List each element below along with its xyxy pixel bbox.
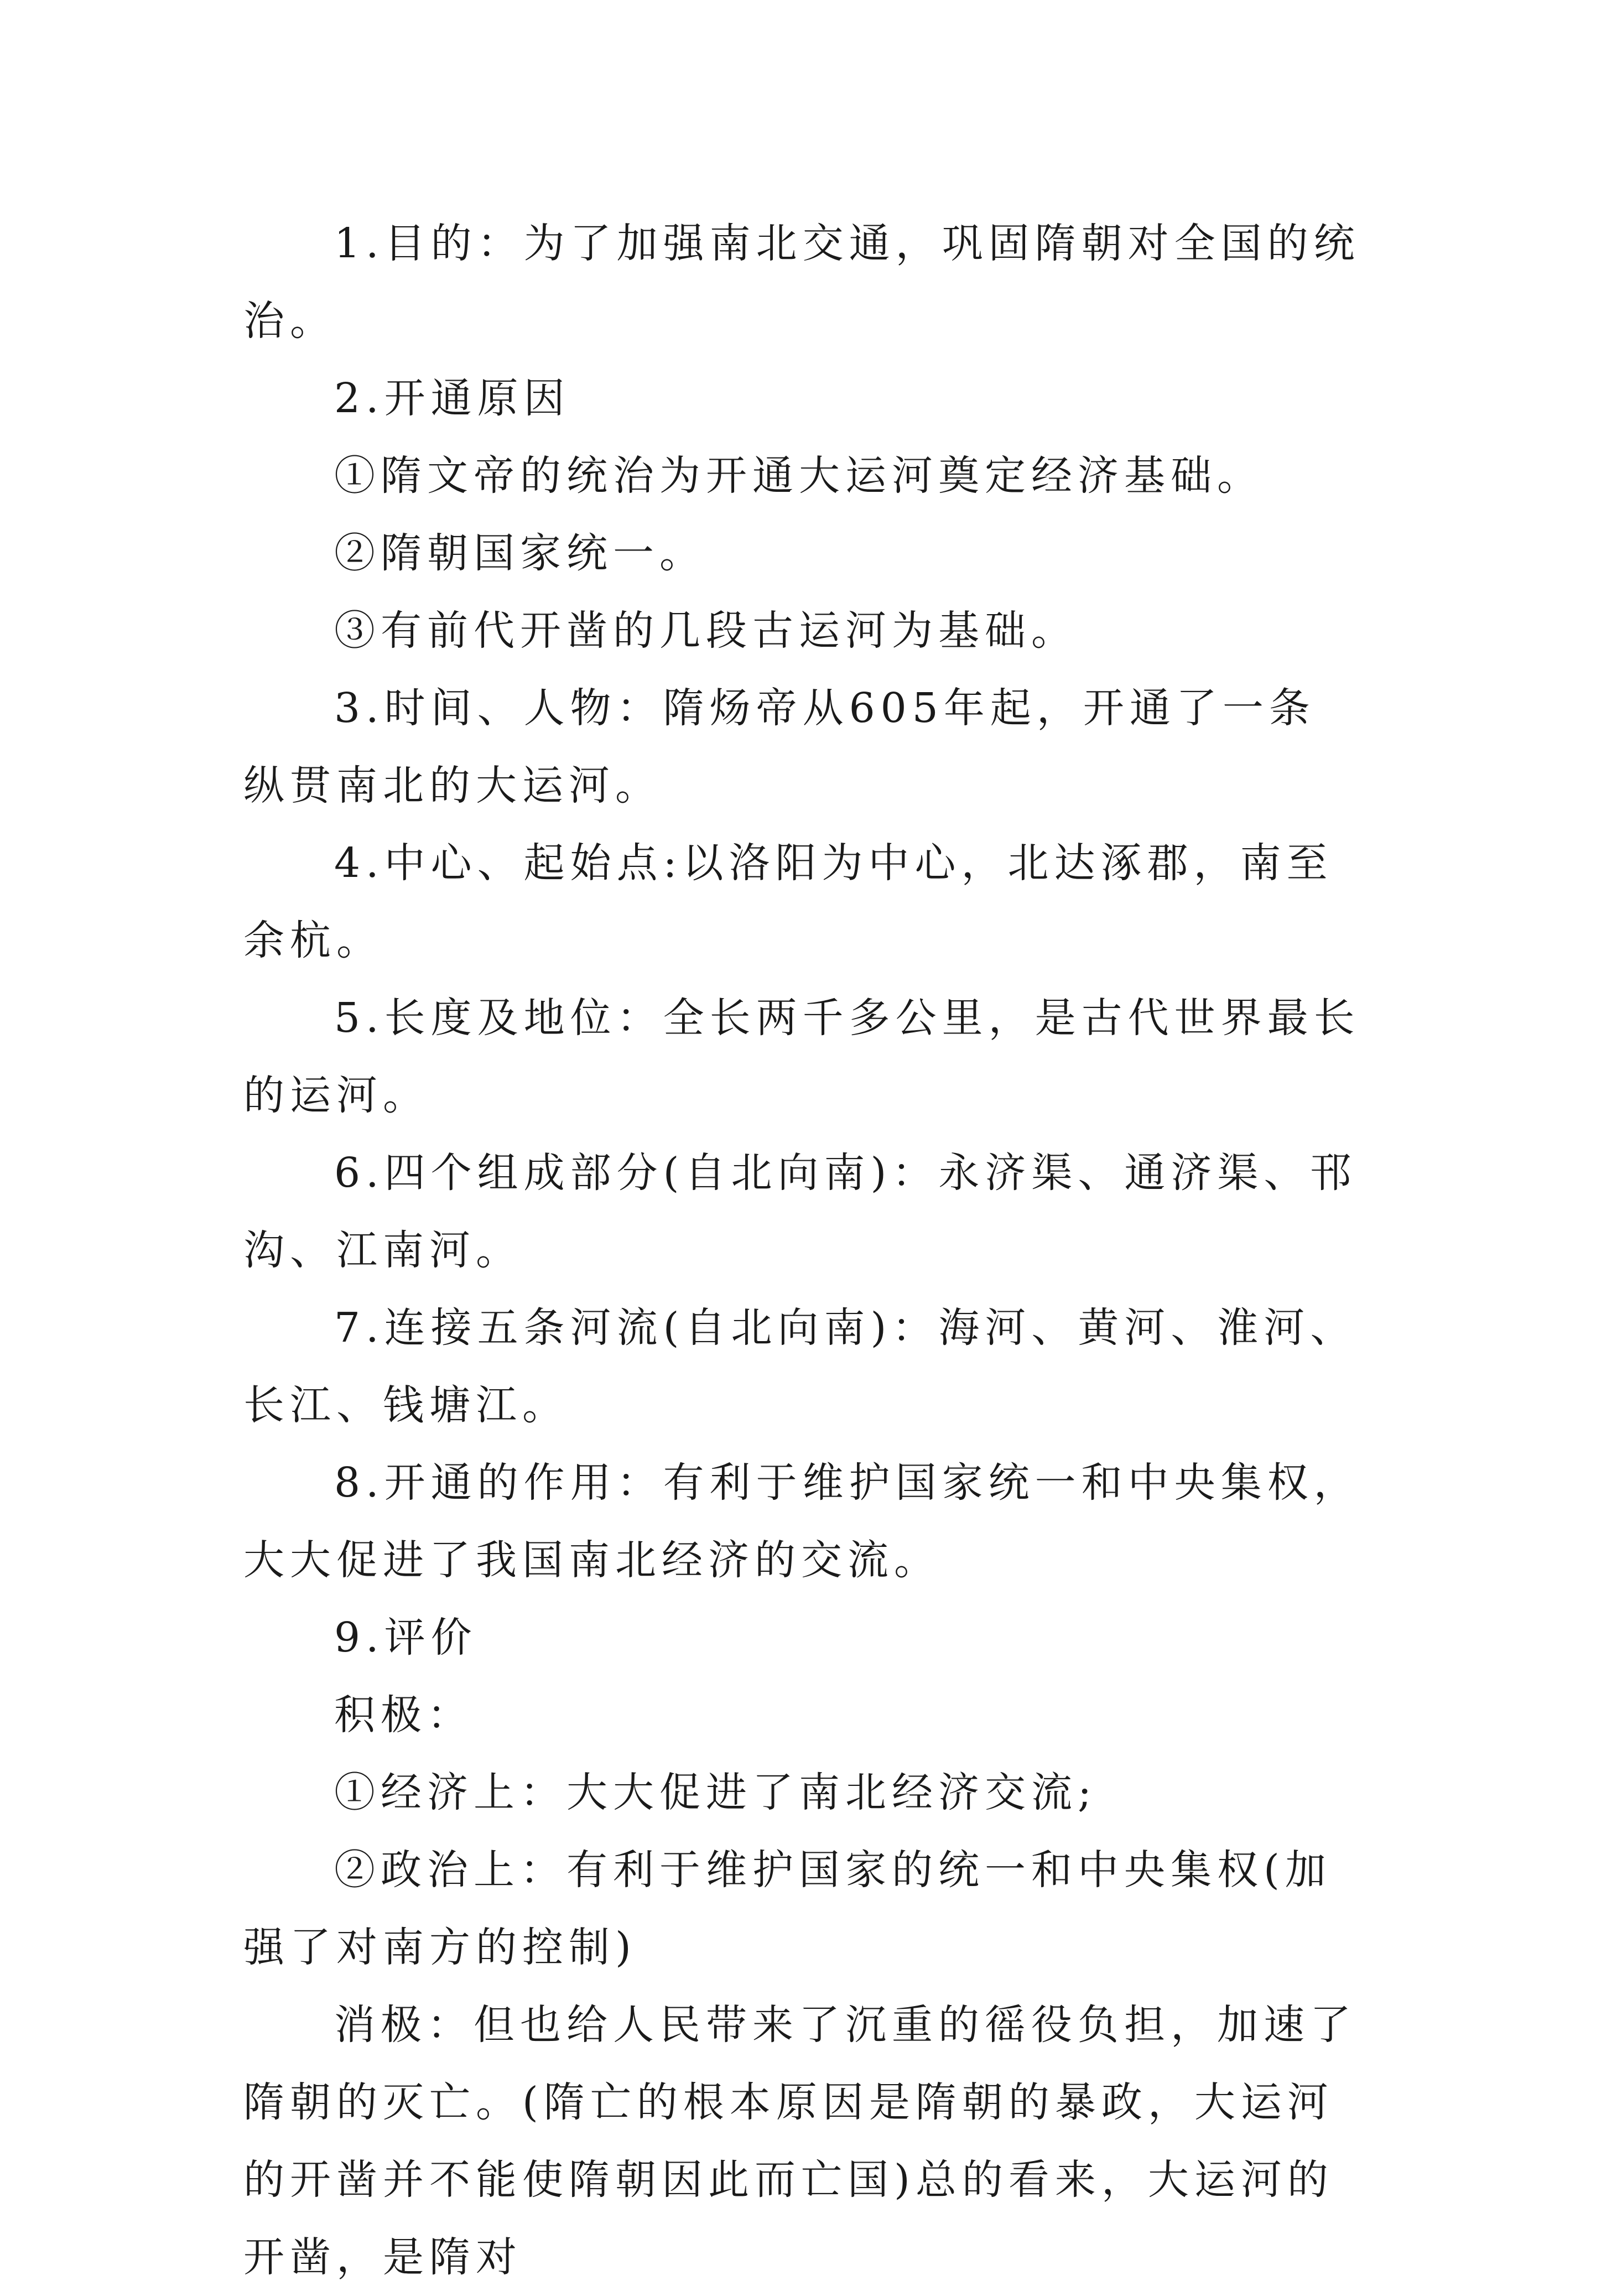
paragraph-purpose: 1.目的：为了加强南北交通，巩固隋朝对全国的统治。	[243, 220, 1360, 345]
paragraph-time-person: 3.时间、人物：隋炀帝从605年起，开通了一条纵贯南北的大运河。	[243, 684, 1316, 809]
paragraph-reason-1: ①隋文帝的统治为开通大运河奠定经济基础。	[334, 452, 1264, 500]
paragraph-components: 6.四个组成部分(自北向南)：永济渠、通济渠、邗沟、江南河。	[243, 1149, 1357, 1274]
paragraph-reasons-heading: 2.开通原因	[334, 375, 570, 422]
paragraph-positive-politics: ②政治上：有利于维护国家的统一和中央集权(加强了对南方的控制)	[243, 1846, 1332, 1971]
paragraph-evaluation-heading: 9.评价	[334, 1614, 477, 1661]
paragraph-effects: 8.开通的作用：有利于维护国家统一和中央集权，大大促进了我国南北经济的交流。	[243, 1459, 1360, 1584]
paragraph-reason-3: ③有前代开凿的几段古运河为基础。	[334, 607, 1078, 654]
paragraph-reason-2: ②隋朝国家统一。	[334, 529, 706, 577]
paragraph-rivers: 7.连接五条河流(自北向南)：海河、黄河、淮河、长江、钱塘江。	[243, 1304, 1357, 1429]
paragraph-positive-economy: ①经济上：大大促进了南北经济交流;	[334, 1769, 1097, 1816]
paragraph-positive-heading: 积极：	[334, 1691, 474, 1739]
paragraph-negative: 消极：但也给人民带来了沉重的徭役负担，加速了隋朝的灭亡。(隋亡的根本原因是隋朝的暴政，大运河的开凿并不能使隋朝因此而亡国)总的看来，大运河的开凿，是隋对	[243, 2001, 1356, 2281]
paragraph-center-endpoints: 4.中心、起始点:以洛阳为中心，北达涿郡，南至余杭。	[243, 839, 1333, 964]
paragraph-length-status: 5.长度及地位：全长两千多公里，是古代世界最长的运河。	[243, 994, 1360, 1119]
document-body	[243, 205, 1361, 2296]
